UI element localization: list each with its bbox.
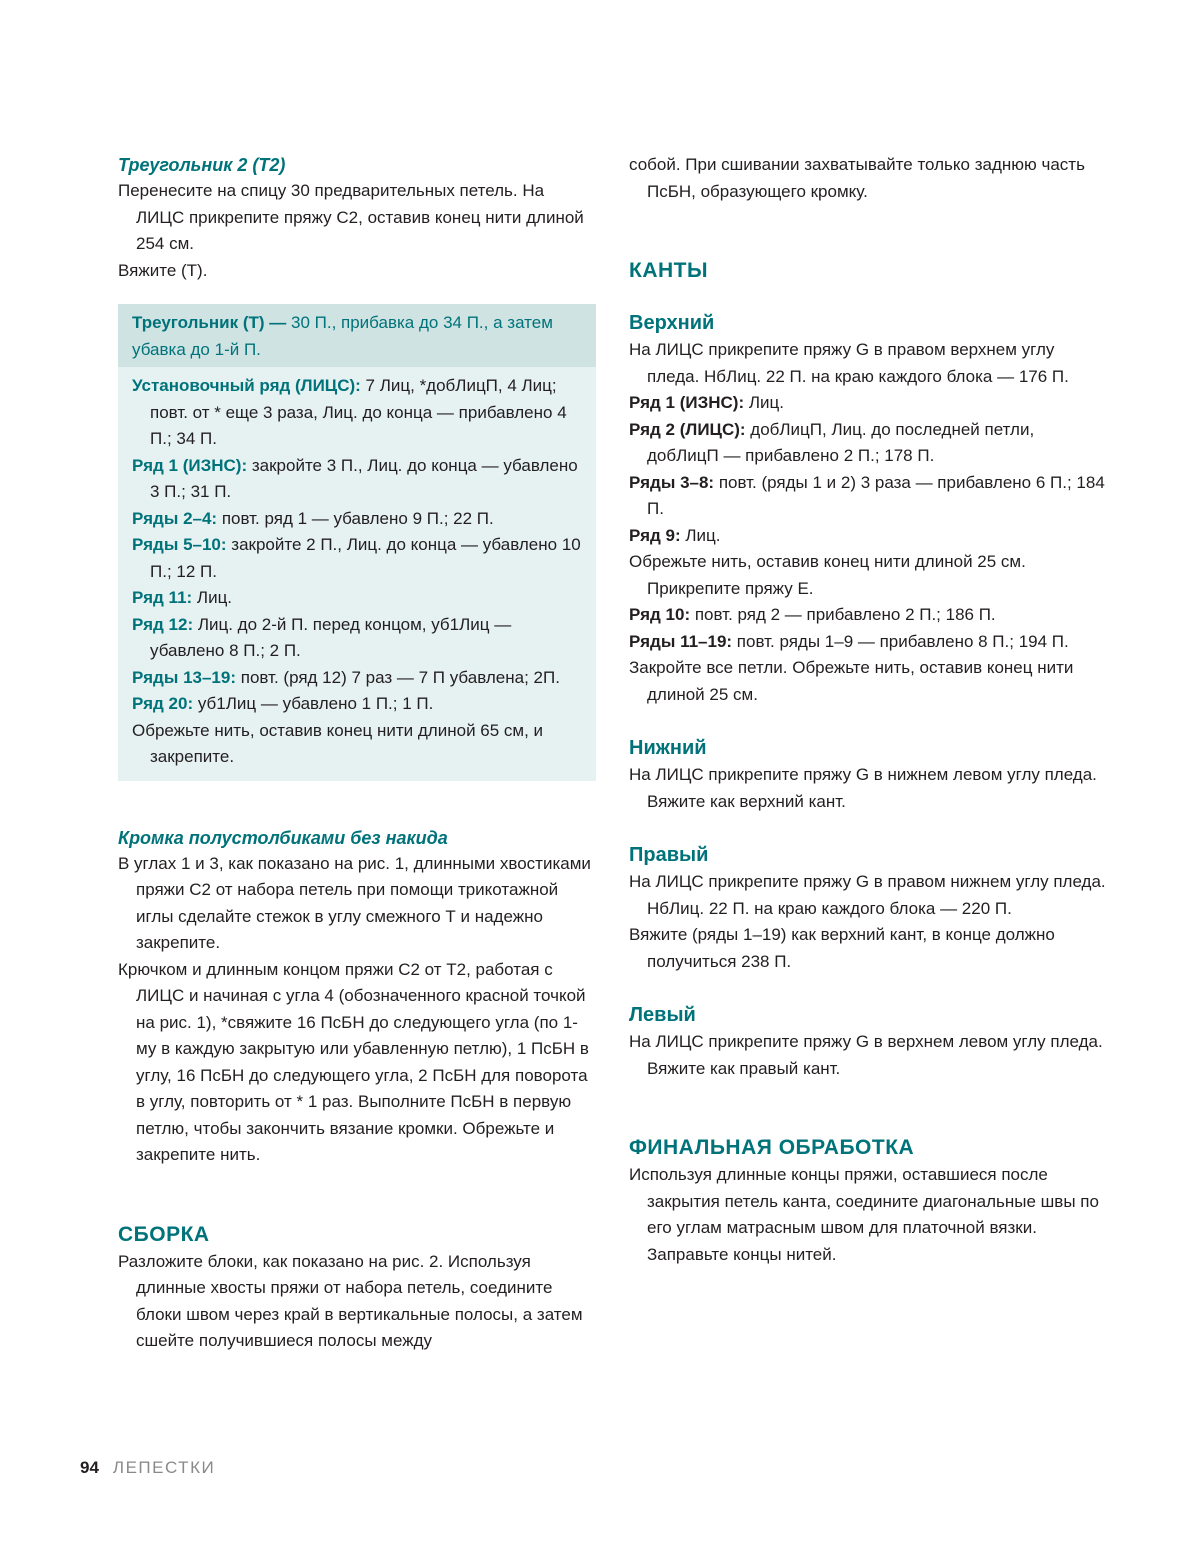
row-text: повт. ряд 2 — прибавлено 2 П.; 186 П. [690, 605, 996, 624]
final-paragraph: Используя длинные концы пряжи, оставшиеся после закрытия петель канта, соедините диагональные швы по его углам матрасным швом для платочной вязки. Заправьте концы нитей. [629, 1165, 1099, 1264]
left-edge-title: Левый [629, 1004, 696, 1026]
box-row [132, 612, 582, 665]
box-row-text: повт. ряд 1 — убавлено 9 П.; 22 П. [217, 508, 494, 528]
right-edge-paragraph: На ЛИЦС прикрепите пряжу G в правом нижнем углу пледа. НбЛиц. 22 П. на краю каждого блока — 220 П. [629, 872, 1106, 918]
kanty-title: КАНТЫ [629, 259, 709, 282]
box-row-label: Ряды 13–19: [132, 667, 237, 687]
row-text: повт. ряды 1–9 — прибавлено 8 П.; 194 П. [732, 631, 1069, 651]
top-edge-paragraph-3: Закройте все петли. Обрежьте нить, оставив конец нити длиной 25 см. [629, 658, 1074, 704]
right-column [629, 152, 1107, 1268]
box-row-label: Ряды 2–4: [132, 508, 218, 528]
row-label: Ряд 1 (ИЗНС): [629, 393, 745, 412]
top-row [629, 523, 1107, 550]
t2-paragraph-knit: Вяжите (Т). [118, 260, 208, 280]
section-name: ЛЕПЕСТКИ [112, 1458, 216, 1477]
assembly-title: СБОРКА [118, 1222, 210, 1246]
top-row [629, 390, 1107, 417]
page-number: 94 [80, 1458, 99, 1477]
top-edge-paragraph-2: Обрежьте нить, оставив конец нити длиной 25 см. Прикрепите пряжу Е. [629, 552, 1026, 598]
bottom-edge-paragraph: На ЛИЦС прикрепите пряжу G в нижнем левом углу пледа. Вяжите как верхний кант. [629, 765, 1097, 811]
row-text: добЛицП, Лиц. до последней петли, добЛицП — прибавлено 2 П.; 178 П. [647, 419, 1035, 465]
row-label: Ряд 9: [629, 525, 681, 545]
box-row-text: закройте 3 П., Лиц. до конца — убавлено 3 П.; 31 П. [150, 455, 578, 501]
bottom-edge-title: Нижний [629, 737, 707, 759]
triangle-box-header-label: Треугольник (Т) — [132, 313, 287, 332]
box-row-label: Установочный ряд (ЛИЦС): [132, 376, 361, 395]
row-text: Лиц. [744, 393, 784, 412]
box-row-text: уб1Лиц — убавлено 1 П.; 1 П. [193, 694, 434, 713]
box-row-text: повт. (ряд 12) 7 раз — 7 П убавлена; 2П. [236, 667, 560, 687]
box-row [132, 506, 582, 533]
row-text: Лиц. [680, 525, 721, 545]
final-title: ФИНАЛЬНАЯ ОБРАБОТКА [629, 1136, 915, 1159]
box-row-text: закройте 2 П., Лиц. до конца — убавлено 10 П.; 12 П. [150, 535, 581, 581]
box-row [132, 665, 582, 692]
box-row-label: Ряд 1 (ИЗНС): [132, 455, 248, 475]
assembly-paragraph: Разложите блоки, как показано на рис. 2. Используя длинные хвосты пряжи от набора петель, соедините блоки швом через край в вертикальные полосы, а затем сшейте получившиеся полосы между [118, 1251, 583, 1350]
row-label: Ряд 2 (ЛИЦС): [629, 419, 746, 439]
top-row [629, 602, 1107, 629]
page-footer [80, 1456, 215, 1480]
right-edge-title: Правый [629, 844, 709, 866]
box-row-text: Лиц. [192, 588, 233, 607]
top-row [629, 417, 1107, 470]
t2-paragraph: Перенесите на спицу 30 предварительных петель. На ЛИЦС прикрепите пряжу С2, оставив конец нити длиной 254 см. [118, 181, 584, 253]
box-row [132, 453, 582, 506]
box-row-label: Ряд 11: [132, 588, 193, 607]
t2-title: Треугольник 2 (Т2) [118, 155, 286, 175]
triangle-box-header-text [132, 310, 582, 363]
triangle-box-body [118, 367, 596, 771]
edge-paragraph-2: Крючком и длинным концом пряжи С2 от Т2, работая с ЛИЦС и начиная с угла 4 (обозначенного красной точкой на рис. 1), *свяжите 16 ПсБН до следующего угла (по 1-му в каждую закрытую или убавленную петлю), 1 ПсБН в углу, 16 ПсБН до следующего угла, 2 ПсБН для поворота в углу, повторить от * 1 раз. Выполните ПсБН в первую петлю, чтобы закончить вязание кромки. Обрежьте и закрепите нить. [118, 959, 589, 1164]
row-label: Ряд 10: [629, 605, 691, 624]
row-label: Ряды 11–19: [629, 631, 733, 651]
box-row [132, 373, 582, 453]
box-row-label: Ряд 20: [132, 694, 194, 713]
top-edge-title: Верхний [629, 312, 715, 334]
row-label: Ряды 3–8: [629, 472, 715, 492]
box-row-text: 7 Лиц, *добЛицП, 4 Лиц; повт. от * еще 3 раза, Лиц. до конца — прибавлено 4 П.; 34 П. [150, 376, 567, 448]
box-row-text: Лиц. до 2-й П. перед концом, уб1Лиц — убавлено 8 П.; 2 П. [150, 614, 512, 660]
triangle-box-header-desc: 30 П., прибавка до 34 П., а затем убавка до 1-й П. [132, 313, 553, 359]
edge-paragraph-1: В углах 1 и 3, как показано на рис. 1, длинными хвостиками пряжи С2 от набора петель при помощи трикотажной иглы сделайте стежок в углу смежного Т и надежно закрепите. [118, 853, 591, 952]
left-edge-paragraph: На ЛИЦС прикрепите пряжу G в верхнем левом углу пледа. Вяжите как правый кант. [629, 1032, 1103, 1078]
left-column [118, 152, 596, 1355]
top-row [629, 470, 1107, 523]
edge-title: Кромка полустолбиками без накида [118, 827, 448, 848]
box-row-label: Ряды 5–10: [132, 535, 227, 554]
box-row [132, 532, 582, 585]
top-row [629, 629, 1107, 656]
row-text: повт. (ряды 1 и 2) 3 раза — прибавлено 6 П.; 184 П. [647, 472, 1105, 518]
triangle-box-header [118, 304, 596, 367]
box-row [132, 691, 582, 718]
triangle-pattern-box [118, 304, 596, 781]
right-edge-paragraph-2: Вяжите (ряды 1–19) как верхний кант, в конце должно получиться 238 П. [629, 925, 1055, 971]
top-edge-paragraph: На ЛИЦС прикрепите пряжу G в правом верхнем углу пледа. НбЛиц. 22 П. на краю каждого блока — 176 П. [629, 340, 1069, 386]
box-row [132, 585, 582, 612]
box-closing: Обрежьте нить, оставив конец нити длиной 65 см, и закрепите. [132, 720, 544, 766]
continued-paragraph: собой. При сшивании захватывайте только заднюю часть ПсБН, образующего кромку. [629, 155, 1085, 201]
box-row-label: Ряд 12: [132, 614, 194, 634]
